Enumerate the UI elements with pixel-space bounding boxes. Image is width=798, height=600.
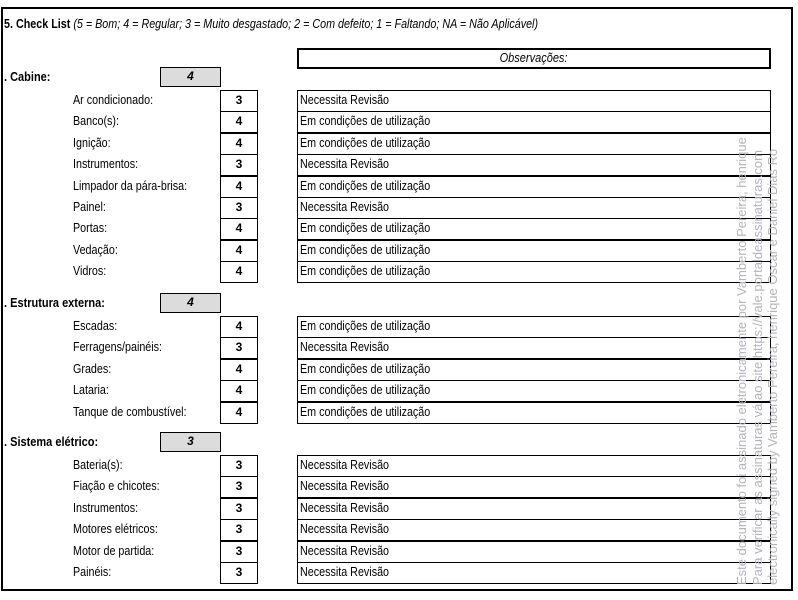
item-label: Escadas: [73, 319, 118, 333]
item-observation-cell[interactable] [297, 337, 771, 359]
item-score-cell[interactable]: 3 [220, 498, 258, 520]
item-label: Grades: [73, 362, 112, 376]
item-label: Painel: [73, 200, 106, 214]
item-observation-cell[interactable] [297, 498, 771, 520]
item-score-cell[interactable]: 3 [220, 519, 258, 541]
checklist-title [4, 17, 538, 31]
item-observation-text: Em condições de utilização [300, 264, 431, 278]
item-label: Vidros: [73, 264, 107, 278]
item-observation-text: Em condições de utilização [300, 221, 431, 235]
item-score-cell[interactable]: 4 [220, 218, 258, 240]
item-score-cell[interactable]: 4 [220, 402, 258, 424]
item-score-cell[interactable]: 4 [220, 111, 258, 133]
item-observation-text: Em condições de utilização [300, 319, 431, 333]
item-score-cell[interactable]: 3 [220, 337, 258, 359]
section-score: 4 [160, 67, 221, 87]
item-score-cell[interactable]: 3 [220, 455, 258, 477]
item-observation-cell[interactable] [297, 261, 771, 283]
item-score-cell[interactable]: 4 [220, 359, 258, 381]
signature-watermark [734, 0, 781, 585]
item-label: Ar condicionado: [73, 93, 154, 107]
item-observation-cell[interactable] [297, 111, 771, 133]
item-observation-cell[interactable] [297, 133, 771, 155]
item-score-cell[interactable]: 4 [220, 316, 258, 338]
item-observation-text: Em condições de utilização [300, 362, 431, 376]
item-observation-text: Necessita Revisão [300, 479, 390, 493]
checklist-legend: (5 = Bom; 4 = Regular; 3 = Muito desgastado; 2 = Com defeito; 1 = Faltando; NA = Não Aplicável) [73, 17, 539, 31]
item-observation-text: Em condições de utilização [300, 243, 431, 257]
item-label: Instrumentos: [73, 501, 139, 515]
item-label: Ferragens/painéis: [73, 340, 163, 354]
item-observation-cell[interactable] [297, 359, 771, 381]
item-observation-text: Necessita Revisão [300, 565, 390, 579]
item-observation-cell[interactable] [297, 519, 771, 541]
item-observation-cell[interactable] [297, 455, 771, 477]
item-observation-text: Necessita Revisão [300, 93, 390, 107]
item-score-cell[interactable]: 3 [220, 476, 258, 498]
item-observation-text: Em condições de utilização [300, 383, 431, 397]
item-score-cell[interactable]: 3 [220, 197, 258, 219]
watermark-line: Para verificar as assinaturas vá ao site https://vale.portaldeassinaturas.com [749, 150, 765, 585]
item-observation-text: Necessita Revisão [300, 458, 390, 472]
item-score-cell[interactable]: 3 [220, 154, 258, 176]
item-observation-cell[interactable] [297, 380, 771, 402]
observations-header-label: Observações: [500, 51, 568, 65]
item-label: Painéis: [73, 565, 112, 579]
item-observation-text: Em condições de utilização [300, 136, 431, 150]
section-label: . Cabine: [4, 70, 51, 84]
item-observation-cell[interactable] [297, 90, 771, 112]
section-label: . Sistema elétrico: [4, 435, 99, 449]
item-observation-cell[interactable] [297, 176, 771, 198]
item-observation-text: Necessita Revisão [300, 544, 390, 558]
section-score: 3 [160, 432, 221, 452]
item-observation-cell[interactable] [297, 218, 771, 240]
section-label: . Estrutura externa: [4, 296, 105, 310]
item-label: Fiação e chicotes: [73, 479, 160, 493]
watermark-line: electronically signed by Vamberto Pereira, henrique Oscar e Daniel Dias Ro [765, 148, 780, 585]
item-label: Bateria(s): [73, 458, 123, 472]
item-score-cell[interactable]: 3 [220, 90, 258, 112]
item-observation-text: Necessita Revisão [300, 522, 390, 536]
item-score-cell[interactable]: 4 [220, 380, 258, 402]
item-observation-cell[interactable] [297, 197, 771, 219]
item-score-cell[interactable]: 4 [220, 261, 258, 283]
item-label: Tanque de combustível: [73, 405, 187, 419]
watermark-line: Este documento foi assinado eletronicamente por Vamberto Pereira, henrique [734, 137, 749, 585]
item-label: Vedação: [73, 243, 118, 257]
checklist-heading: 5. Check List [4, 17, 71, 31]
observations-header [297, 48, 771, 69]
item-observation-text: Necessita Revisão [300, 157, 390, 171]
item-score-cell[interactable]: 4 [220, 176, 258, 198]
item-observation-text: Em condições de utilização [300, 114, 431, 128]
item-score-cell[interactable]: 4 [220, 133, 258, 155]
item-observation-cell[interactable] [297, 316, 771, 338]
item-label: Banco(s): [73, 114, 120, 128]
item-observation-text: Necessita Revisão [300, 501, 390, 515]
item-label: Instrumentos: [73, 157, 139, 171]
item-label: Limpador da pára-brisa: [73, 179, 188, 193]
section-score: 4 [160, 293, 221, 313]
item-observation-text: Necessita Revisão [300, 340, 390, 354]
item-score-cell[interactable]: 3 [220, 541, 258, 563]
item-label: Ignição: [73, 136, 111, 150]
item-score-cell[interactable]: 3 [220, 562, 258, 584]
item-observation-cell[interactable] [297, 240, 771, 262]
item-observation-text: Em condições de utilização [300, 179, 431, 193]
item-label: Lataria: [73, 383, 109, 397]
item-label: Portas: [73, 221, 108, 235]
item-observation-cell[interactable] [297, 476, 771, 498]
item-observation-cell[interactable] [297, 154, 771, 176]
item-observation-text: Necessita Revisão [300, 200, 390, 214]
item-observation-cell[interactable] [297, 402, 771, 424]
item-label: Motores elétricos: [73, 522, 158, 536]
item-observation-text: Em condições de utilização [300, 405, 431, 419]
item-observation-cell[interactable] [297, 541, 771, 563]
item-score-cell[interactable]: 4 [220, 240, 258, 262]
item-observation-cell[interactable] [297, 562, 771, 584]
item-label: Motor de partida: [73, 544, 155, 558]
